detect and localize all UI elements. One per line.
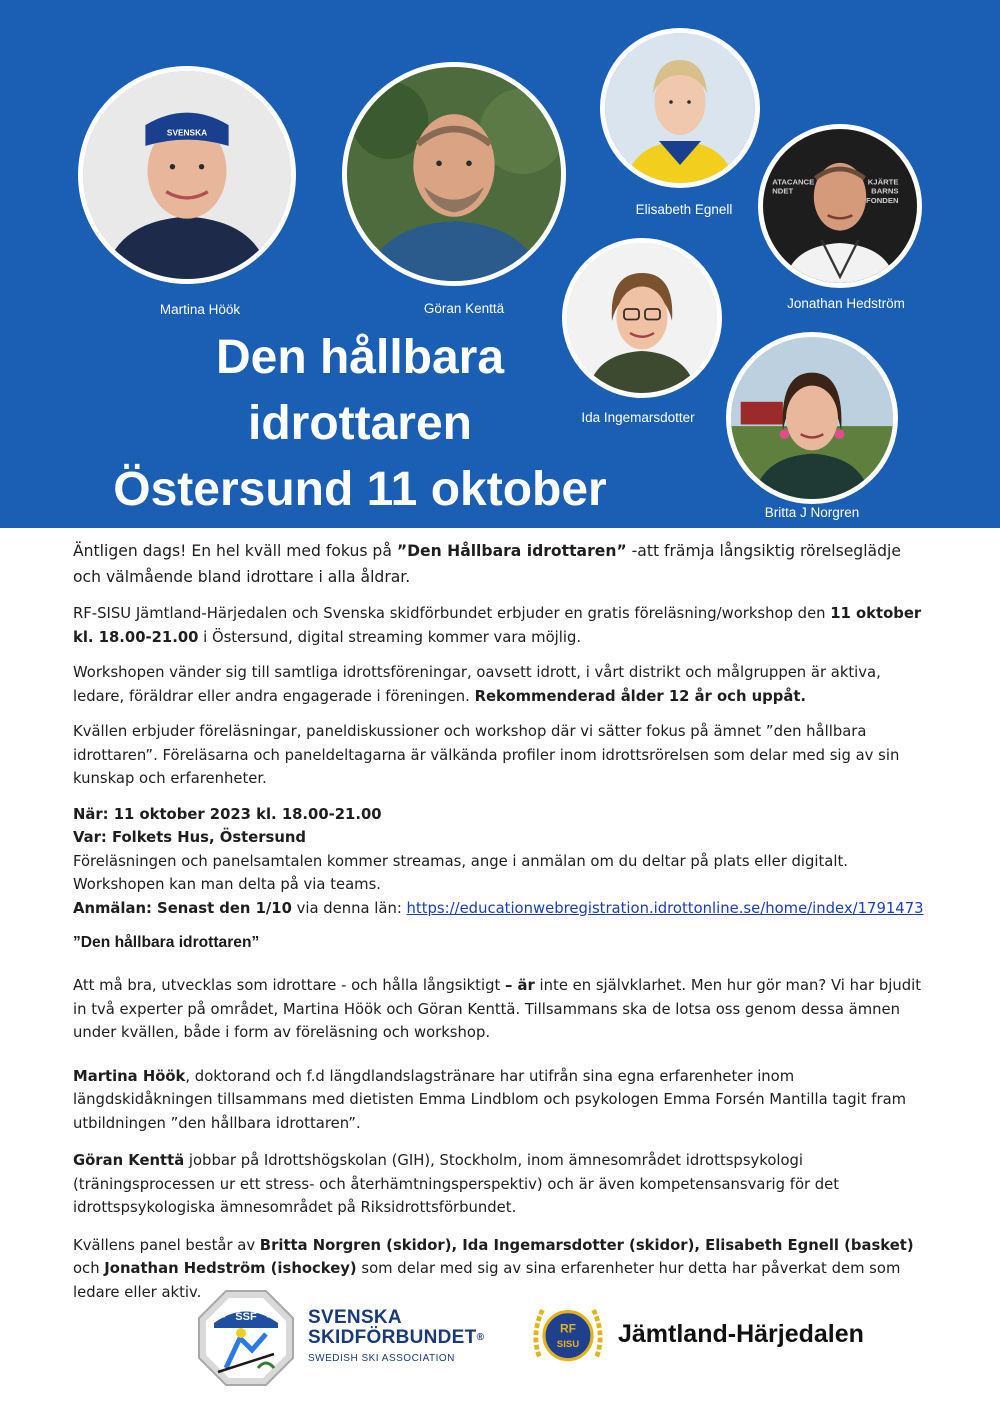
rf-sisu-logo-icon (528, 1294, 608, 1374)
portrait-image (763, 129, 917, 283)
svg-text:NDET: NDET (772, 186, 794, 196)
panel-names: Britta Norgren (skidor), Ida Ingemarsdotter (skidor), Elisabeth Egnell (basket) (259, 1236, 914, 1254)
event-signup (73, 897, 933, 921)
section-title: ”Den hållbara idrottaren” (73, 934, 260, 951)
caption-jonathan-hedstrom: Jonathan Hedström (787, 296, 905, 311)
main-content (73, 538, 933, 1316)
text: SKIDFÖRBUNDET (308, 1327, 477, 1348)
panel-names: Jonathan Hedström (ishockey) (104, 1260, 357, 1277)
speaker-name: Martina Höök (73, 1067, 186, 1085)
event-name: ”Den Hållbara idrottaren” (396, 542, 627, 560)
portrait-image (731, 337, 893, 499)
portrait-image (83, 71, 291, 279)
text: inte en självklarhet. Men hur gör man? Vi har bjudit in två experter på området, Martina Höök och Göran Kenttä. Tillsammans ska de lotsa oss genom dessa ämnen under kvällen, både i form av föreläsning och workshop. (73, 977, 922, 1041)
caption-elisabeth-egnell: Elisabeth Egnell (635, 202, 733, 217)
text: Kvällens panel består av (73, 1236, 260, 1254)
svg-text:SISU: SISU (556, 1338, 580, 1350)
text: jobbar på Idrottshögskolan (GIH), Stockholm, inom ämnesområdet idrottspsykologi (träningsprocessen ur ett stress- och återhämtningsperspektiv) och är även kompetensansvarig för det idrottspsykologiska ämnesområdet på Riksidrottsförbundet. (73, 1152, 840, 1216)
svg-text:SVENSKA: SVENSKA (166, 127, 208, 138)
speaker-name: Göran Kenttä (73, 1152, 185, 1169)
section-paragraph-1 (73, 974, 933, 1045)
caption-britta-norgren: Britta J Norgren (764, 505, 860, 520)
svg-text:KJÄRTE: KJÄRTE (867, 177, 899, 187)
svg-text:SSF: SSF (235, 1311, 257, 1323)
caption-ida-ingemarsdotter: Ida Ingemarsdotter (581, 410, 695, 425)
event-stream-info: Föreläsningen och panelsamtalen kommer streamas, ange i anmälan om du deltar på plats eller digitalt. (73, 852, 848, 870)
photo-martina-hook (78, 66, 296, 284)
section-paragraph-2 (73, 1065, 933, 1136)
portrait-image (605, 33, 755, 183)
ssf-line-1: SVENSKA (308, 1307, 402, 1328)
text: – är (504, 977, 535, 994)
svg-text:FONDEN: FONDEN (866, 195, 899, 205)
signup-label: Anmälan: Senast den 1/10 (73, 899, 292, 917)
text: och (73, 1260, 105, 1277)
photo-jonathan-hedstrom (758, 124, 922, 288)
section-paragraph-3 (73, 1149, 933, 1220)
text: -att främja långsiktig rörelseglädje och välmående bland idrottare i alla åldrar. (73, 542, 901, 586)
photo-elisabeth-egnell (600, 28, 760, 188)
header-banner (0, 0, 1000, 528)
event-teams-info: Workshopen kan man delta på via teams. (73, 876, 381, 893)
signup-link[interactable]: https://educationwebregistration.idrottonline.se/home/index/1791473 (406, 899, 924, 917)
age-recommendation: Rekommenderad ålder 12 år och uppåt. (474, 687, 807, 705)
svg-text:ATACANCE: ATACANCE (772, 177, 815, 187)
svg-text:BARNS: BARNS (871, 186, 899, 196)
svg-text:RF: RF (560, 1321, 576, 1336)
photo-britta-norgren (726, 332, 898, 504)
headline-line-3: Östersund 11 oktober (113, 463, 607, 516)
rf-district-name: Jämtland-Härjedalen (618, 1320, 864, 1348)
ssf-wordmark (308, 1308, 484, 1364)
event-date: 11 oktober kl. 18.00-21.00 (73, 605, 922, 646)
text: Äntligen dags! En hel kväll med fokus på (73, 542, 397, 560)
event-when: När: 11 oktober 2023 kl. 18.00-21.00 (73, 805, 382, 823)
headline-line-1: Den hållbara (215, 331, 505, 384)
text: , doktorand och f.d längdlandslagstränare har utifrån sina egna erfarenheter inom längdskidåkningen tillsammans med dietisten Emma Lindblom och psykologen Emma Forsén Mantilla tagit fram utbildningen ”den hållbara idrottaren”. (73, 1067, 907, 1132)
ssf-subtitle: SWEDISH SKI ASSOCIATION (308, 1353, 455, 1364)
caption-goran-kentta: Göran Kenttä (423, 301, 505, 316)
registered-mark: ® (476, 1332, 485, 1343)
caption-martina-hook: Martina Höök (159, 302, 241, 317)
ssf-logo-icon (196, 1288, 296, 1388)
intro-paragraph-3 (73, 661, 933, 708)
text: RF-SISU Jämtland-Härjedalen och Svenska skidförbundet erbjuder en gratis föreläsning/workshop den (73, 605, 831, 622)
intro-paragraph-1 (73, 538, 933, 590)
portrait-image (347, 67, 561, 281)
text: i Östersund, digital streaming kommer vara möjlig. (198, 628, 582, 646)
event-where: Var: Folkets Hus, Östersund (73, 829, 307, 846)
intro-paragraph-2 (73, 602, 933, 649)
photo-goran-kentta (342, 62, 566, 286)
intro-paragraph-4: Kvällen erbjuder föreläsningar, paneldiskussioner och workshop där vi sätter fokus på ämnet ”den hållbara idrottaren”. Föreläsarna och paneldeltagarna är välkända profiler inom idrottsrörelsen som delar med sig av sin kunskap och erfarenheter. (73, 723, 900, 787)
text: via denna län: (291, 899, 407, 917)
text: Workshopen vänder sig till samtliga idrottsföreningar, oavsett idrott, i vårt distrikt och målgruppen är aktiva, ledare, föräldrar eller andra engagerade i föreningen. (73, 664, 881, 705)
text: som delar med sig av sina erfarenheter hur detta har påverkat dem som ledare eller aktiv. (73, 1260, 901, 1301)
text: Att må bra, utvecklas som idrottare - och hålla långsiktigt (73, 977, 505, 994)
ssf-line-2 (308, 1328, 484, 1348)
headline-line-2: idrottaren (247, 397, 472, 450)
